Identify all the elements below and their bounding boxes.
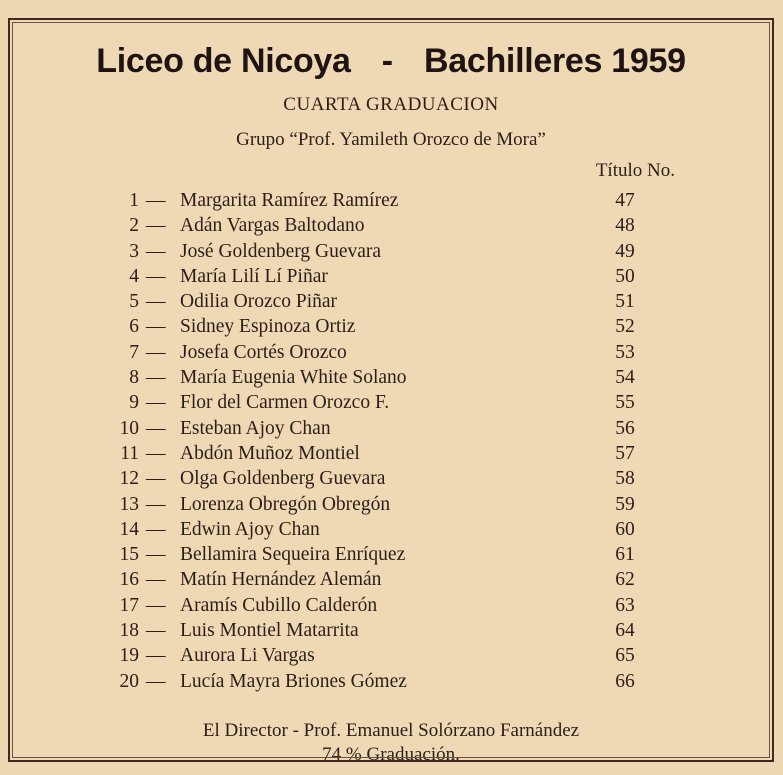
table-row <box>10 365 776 390</box>
table-row <box>10 669 776 694</box>
title-number: 60 <box>615 518 635 540</box>
dash-separator: — <box>146 518 166 540</box>
dash-separator: — <box>146 493 166 515</box>
graduate-number: 13 <box>119 493 139 515</box>
graduate-name: Flor del Carmen Orozco F. <box>180 392 390 414</box>
title-number: 57 <box>615 442 635 464</box>
graduate-number: 19 <box>119 645 139 667</box>
dash-separator: — <box>146 341 166 363</box>
graduate-number: 1 <box>129 190 139 211</box>
table-row <box>10 340 776 365</box>
title-number: 63 <box>615 594 635 616</box>
table-row <box>10 593 776 618</box>
graduate-name: Matín Hernández Alemán <box>180 569 382 591</box>
graduate-name: Adán Vargas Baltodano <box>180 215 365 237</box>
dash-separator: — <box>146 620 166 642</box>
graduate-name: José Goldenberg Guevara <box>180 240 382 262</box>
table-row <box>10 567 776 592</box>
table-row <box>10 390 776 415</box>
table-row <box>10 314 776 339</box>
table-row <box>10 492 776 517</box>
dash-separator: — <box>146 190 166 211</box>
table-row <box>10 239 776 264</box>
table-row <box>10 264 776 289</box>
title-number: 52 <box>615 316 635 338</box>
graduation-rate: 74 % Graduación. <box>322 744 460 765</box>
dash-separator: — <box>146 291 166 313</box>
graduate-name: Olga Goldenberg Guevara <box>180 468 386 490</box>
dash-separator: — <box>146 417 166 439</box>
graduate-name: María Lilí Lí Piñar <box>180 265 328 287</box>
title-number: 58 <box>615 468 635 490</box>
school-name: Liceo de Nicoya <box>96 42 351 80</box>
dash-separator: — <box>146 265 166 287</box>
title-number: 51 <box>615 291 635 313</box>
table-row <box>10 618 776 643</box>
graduation-notice <box>8 18 774 765</box>
graduate-name: María Eugenia White Solano <box>180 367 407 389</box>
graduate-number: 12 <box>119 468 139 490</box>
graduate-number: 2 <box>129 215 139 237</box>
graduate-name: Aurora Li Vargas <box>180 645 315 667</box>
graduate-number: 3 <box>129 240 139 262</box>
title-number: 59 <box>615 493 635 515</box>
table-row <box>10 213 776 238</box>
graduate-number: 5 <box>129 291 139 313</box>
table-row <box>10 466 776 491</box>
table-row <box>10 542 776 567</box>
dash-separator: — <box>146 670 166 692</box>
graduate-number: 8 <box>129 367 139 389</box>
graduate-name: Abdón Muñoz Montiel <box>180 442 360 464</box>
graduate-number: 16 <box>119 569 139 591</box>
title-number: 49 <box>615 240 635 262</box>
title-number: 50 <box>615 265 635 287</box>
graduate-name: Aramís Cubillo Calderón <box>180 594 378 616</box>
graduate-number: 20 <box>119 670 139 692</box>
title-number-header: Título No. <box>595 160 675 181</box>
class-year: Bachilleres 1959 <box>423 42 686 80</box>
headline <box>10 42 772 81</box>
graduate-number: 9 <box>129 392 139 414</box>
table-row <box>10 188 776 213</box>
title-number: 53 <box>615 341 635 363</box>
graduate-name: Sidney Espinoza Ortiz <box>180 316 356 338</box>
graduate-number: 14 <box>119 518 139 540</box>
graduate-list <box>10 188 776 694</box>
graduate-number: 10 <box>119 417 139 439</box>
dash-separator: — <box>146 367 166 389</box>
graduate-name: Esteban Ajoy Chan <box>180 417 331 439</box>
dash-separator: — <box>146 594 166 616</box>
dash-separator: — <box>146 215 166 237</box>
title-number: 65 <box>615 645 635 667</box>
graduate-name: Margarita Ramírez Ramírez <box>180 190 399 211</box>
dash-separator: — <box>146 468 166 490</box>
dash-separator: — <box>146 392 166 414</box>
table-row <box>10 289 776 314</box>
dash-separator: — <box>146 316 166 338</box>
director-line: El Director - Prof. Emanuel Solórzano Farnández <box>202 720 580 741</box>
graduate-number: 18 <box>119 620 139 642</box>
dash-separator: — <box>146 544 166 566</box>
graduate-number: 17 <box>119 594 139 616</box>
table-row <box>10 416 776 441</box>
graduate-number: 15 <box>119 544 139 566</box>
title-number: 62 <box>615 569 635 591</box>
graduate-name: Lorenza Obregón Obregón <box>180 493 391 515</box>
group-name: Grupo “Prof. Yamileth Orozco de Mora” <box>236 129 546 150</box>
graduate-name: Odilia Orozco Piñar <box>180 291 338 313</box>
table-row <box>10 441 776 466</box>
dash-separator: — <box>146 645 166 667</box>
dash-separator: — <box>146 442 166 464</box>
graduation-subtitle: CUARTA GRADUACION <box>283 94 499 115</box>
graduate-name: Edwin Ajoy Chan <box>180 518 320 540</box>
title-number: 61 <box>615 544 635 566</box>
graduate-name: Lucía Mayra Briones Gómez <box>180 670 407 692</box>
title-number: 66 <box>615 670 635 692</box>
title-number: 56 <box>615 417 635 439</box>
graduate-number: 4 <box>129 265 139 287</box>
graduate-number: 6 <box>129 316 139 338</box>
table-row <box>10 643 776 668</box>
graduate-name: Luis Montiel Matarrita <box>180 620 359 642</box>
graduate-number: 7 <box>129 341 139 363</box>
title-number: 47 <box>615 190 635 211</box>
title-number: 64 <box>615 620 635 642</box>
title-number: 55 <box>615 392 635 414</box>
graduate-name: Bellamira Sequeira Enríquez <box>180 544 406 566</box>
title-number: 48 <box>615 215 635 237</box>
headline-separator: - <box>381 42 393 80</box>
graduate-number: 11 <box>120 442 139 464</box>
dash-separator: — <box>146 240 166 262</box>
graduate-name: Josefa Cortés Orozco <box>180 341 347 363</box>
table-row <box>10 517 776 542</box>
dash-separator: — <box>146 569 166 591</box>
title-number: 54 <box>615 367 635 389</box>
